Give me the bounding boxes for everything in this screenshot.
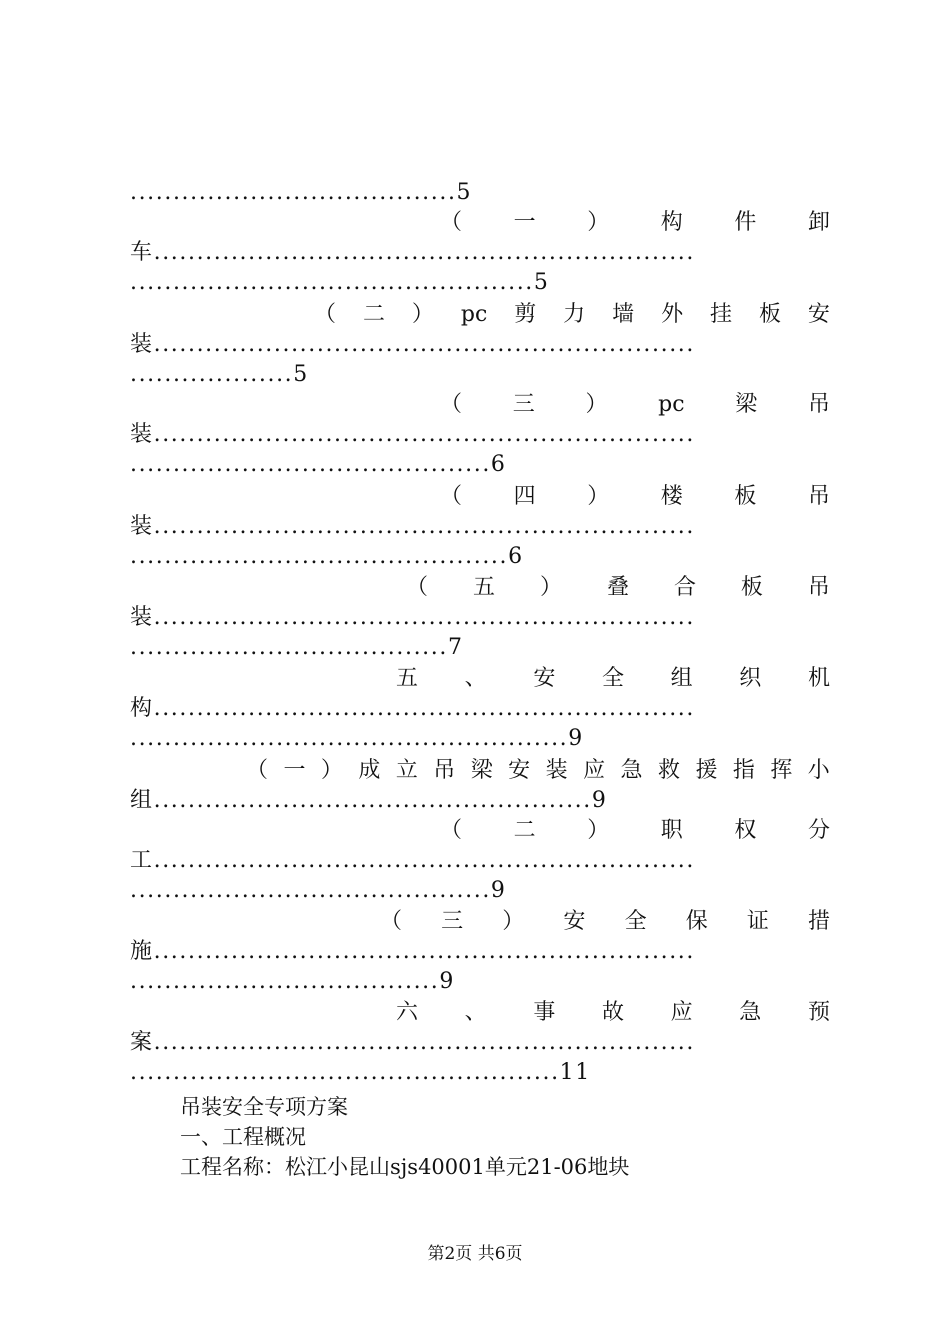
toc-entry-heading xyxy=(440,208,830,238)
toc-dots-line: 施............................................................... xyxy=(130,939,695,964)
toc-heading-char: 职 xyxy=(660,818,683,843)
toc-heading-char: 安 xyxy=(563,909,586,934)
toc-dots-line: ...................................................9 xyxy=(130,726,584,751)
project-name-line: 工程名称：松江小昆山sjs40001单元21-06地块 xyxy=(180,1155,630,1179)
toc-heading-char: 小 xyxy=(807,758,830,783)
toc-heading-char: 力 xyxy=(563,302,586,327)
toc-heading-char: ） xyxy=(587,484,610,509)
toc-heading-char: 二 xyxy=(362,302,385,327)
toc-heading-char: 预 xyxy=(807,1000,830,1025)
toc-heading-char: 楼 xyxy=(660,484,683,509)
toc-heading-char: 安 xyxy=(807,302,830,327)
section-heading: 一、工程概况 xyxy=(180,1125,306,1149)
toc-dots-line: 装............................................................... xyxy=(130,605,695,630)
toc-heading-char: 、 xyxy=(464,1000,487,1025)
toc-heading-char: （ xyxy=(246,758,269,783)
toc-entry-heading xyxy=(314,300,830,330)
toc-heading-char: 故 xyxy=(601,1000,624,1025)
toc-heading-char: 板 xyxy=(734,484,757,509)
toc-dots-line: 装............................................................... xyxy=(130,514,695,539)
toc-heading-char: 组 xyxy=(670,666,693,691)
toc-heading-char: 分 xyxy=(807,818,830,843)
toc-heading-char: 叠 xyxy=(606,575,629,600)
toc-heading-char: 权 xyxy=(734,818,757,843)
toc-heading-char: 证 xyxy=(746,909,769,934)
toc-heading-char: 全 xyxy=(601,666,624,691)
toc-entry-heading xyxy=(246,756,830,786)
toc-heading-char: 件 xyxy=(734,210,757,235)
toc-heading-char: pc xyxy=(460,302,488,327)
toc-heading-char: 卸 xyxy=(807,210,830,235)
page-footer: 第2页 共6页 xyxy=(427,1244,523,1264)
toc-heading-char: 事 xyxy=(533,1000,556,1025)
toc-dots-line: 组...................................................9 xyxy=(130,788,608,813)
toc-heading-char: pc xyxy=(658,392,685,417)
toc-heading-char: 措 xyxy=(807,909,830,934)
toc-dots-line: ..................................................11 xyxy=(130,1060,591,1085)
toc-heading-char: 装 xyxy=(545,758,568,783)
toc-heading-char: ） xyxy=(539,575,562,600)
toc-heading-char: 四 xyxy=(513,484,536,509)
toc-heading-char: 吊 xyxy=(433,758,456,783)
toc-heading-char: 外 xyxy=(661,302,684,327)
toc-heading-char: （ xyxy=(440,392,463,417)
toc-heading-char: 构 xyxy=(660,210,683,235)
toc-dots-line: ...............................................5 xyxy=(130,270,550,295)
toc-heading-char: 安 xyxy=(508,758,531,783)
toc-entry-heading xyxy=(440,390,830,420)
toc-dots-line: ..........................................6 xyxy=(130,452,507,477)
toc-dots-line: 装............................................................... xyxy=(130,422,695,447)
toc-heading-char: 指 xyxy=(732,758,755,783)
document-title: 吊装安全专项方案 xyxy=(180,1095,348,1119)
toc-heading-char: （ xyxy=(314,302,337,327)
toc-heading-char: （ xyxy=(440,210,463,235)
toc-heading-char: 六 xyxy=(396,1000,419,1025)
toc-heading-char: （ xyxy=(440,484,463,509)
toc-dots-line: 工............................................................... xyxy=(130,848,695,873)
toc-heading-char: ） xyxy=(587,210,610,235)
toc-entry-heading xyxy=(396,998,830,1028)
toc-heading-char: 急 xyxy=(620,758,643,783)
toc-entry-heading xyxy=(380,907,830,937)
toc-heading-char: 织 xyxy=(739,666,762,691)
toc-heading-char: 五 xyxy=(472,575,495,600)
toc-heading-char: 应 xyxy=(583,758,606,783)
toc-heading-char: 、 xyxy=(464,666,487,691)
toc-dots-line: ......................................5 xyxy=(130,180,473,205)
toc-heading-char: （ xyxy=(406,575,429,600)
toc-heading-char: 一 xyxy=(513,210,536,235)
toc-heading-char: 板 xyxy=(758,302,781,327)
toc-dots-line: 构............................................................... xyxy=(130,696,695,721)
toc-heading-char: 立 xyxy=(395,758,418,783)
toc-heading-char: （ xyxy=(380,909,403,934)
toc-heading-char: 一 xyxy=(283,758,306,783)
toc-heading-char: 急 xyxy=(739,1000,762,1025)
toc-heading-char: 合 xyxy=(673,575,696,600)
toc-heading-char: 吊 xyxy=(807,484,830,509)
toc-heading-char: 成 xyxy=(358,758,381,783)
toc-entry-heading xyxy=(406,573,830,603)
toc-entry-heading xyxy=(440,816,830,846)
toc-heading-char: 吊 xyxy=(807,392,830,417)
toc-dots-line: ....................................9 xyxy=(130,969,455,994)
toc-heading-char: 挂 xyxy=(710,302,733,327)
toc-heading-char: 板 xyxy=(740,575,763,600)
toc-heading-char: 墙 xyxy=(612,302,635,327)
toc-heading-char: 应 xyxy=(670,1000,693,1025)
toc-heading-char: 全 xyxy=(624,909,647,934)
toc-dots-line: ............................................6 xyxy=(130,544,524,569)
toc-heading-char: （ xyxy=(440,818,463,843)
toc-entry-heading xyxy=(396,664,830,694)
toc-heading-char: 救 xyxy=(657,758,680,783)
toc-heading-char: 保 xyxy=(685,909,708,934)
toc-heading-char: 梁 xyxy=(470,758,493,783)
toc-heading-char: ） xyxy=(411,302,434,327)
toc-dots-line: .....................................7 xyxy=(130,635,464,660)
toc-heading-char: 剪 xyxy=(514,302,537,327)
toc-heading-char: 二 xyxy=(513,818,536,843)
toc-heading-char: 五 xyxy=(396,666,419,691)
toc-dots-line: 装............................................................... xyxy=(130,332,695,357)
toc-heading-char: ） xyxy=(320,758,343,783)
toc-dots-line: ..........................................9 xyxy=(130,878,507,903)
toc-heading-char: ） xyxy=(585,392,608,417)
toc-heading-char: ） xyxy=(587,818,610,843)
toc-dots-line: 车............................................................... xyxy=(130,240,695,265)
toc-heading-char: 挥 xyxy=(770,758,793,783)
toc-heading-char: 梁 xyxy=(735,392,758,417)
toc-heading-char: 吊 xyxy=(807,575,830,600)
toc-heading-char: 援 xyxy=(695,758,718,783)
toc-dots-line: ...................5 xyxy=(130,362,309,387)
toc-heading-char: 三 xyxy=(441,909,464,934)
toc-dots-line: 案............................................................... xyxy=(130,1030,695,1055)
toc-heading-char: ） xyxy=(502,909,525,934)
toc-heading-char: 三 xyxy=(512,392,535,417)
toc-heading-char: 机 xyxy=(807,666,830,691)
toc-entry-heading xyxy=(440,482,830,512)
toc-heading-char: 安 xyxy=(533,666,556,691)
